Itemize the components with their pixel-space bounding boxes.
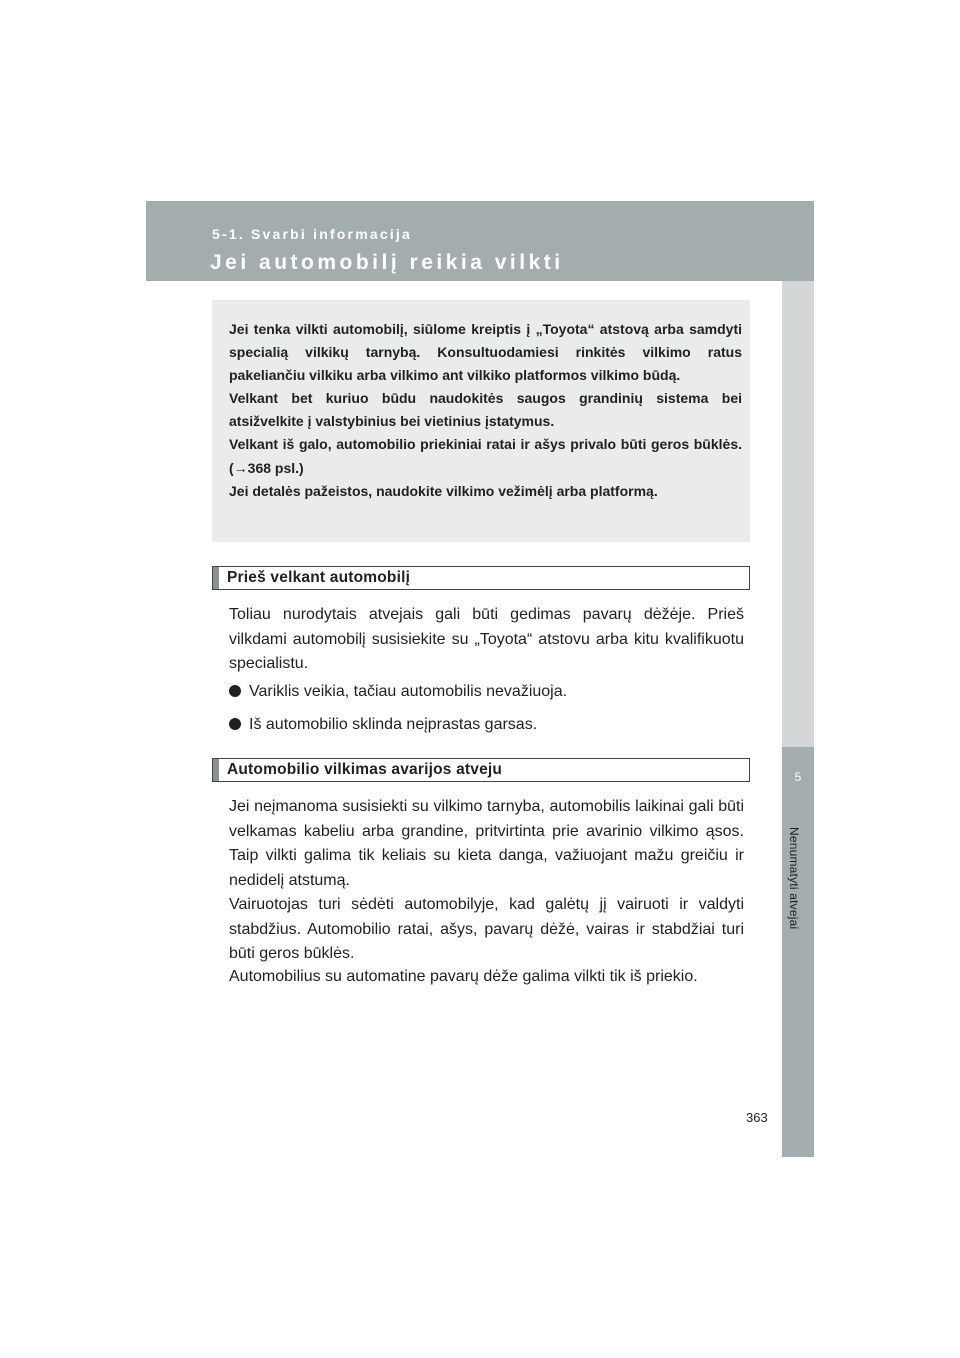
paragraph-text: Toliau nurodytais atvejais gali būti gedimas pavarų dėžėje. Prieš vilkdami automobilį susisiekite su „Toyota“ atstovu arba kitu kvalifikuotu specialistu. bbox=[229, 606, 744, 672]
section-heading-emergency-towing bbox=[212, 758, 750, 782]
intro-paragraph: Jei tenka vilkti automobilį, siūlome kreiptis į „Toyota“ atstovą arba samdyti specialią vilkikų tarnybą. Konsultuodamiesi rinkitės vilkimo ratus pakeliančiu vilkiku arba vilkimo ant vilkiko platformos vilkimo būdą. bbox=[229, 321, 742, 384]
chapter-name: Nenumatyti atvejai bbox=[787, 827, 801, 930]
paragraph-text: Automobilius su automatine pavarų dėže galima vilkti tik iš priekio. bbox=[229, 968, 698, 985]
heading-bar bbox=[213, 567, 219, 589]
list-item-text: Iš automobilio sklinda neįprastas garsas. bbox=[249, 716, 538, 733]
list-item-text: Variklis veikia, tačiau automobilis nevažiuoja. bbox=[249, 683, 568, 700]
page-title: Jei automobilį reikia vilkti bbox=[210, 251, 564, 274]
section-heading-label: Prieš velkant automobilį bbox=[227, 569, 411, 586]
section-paragraph bbox=[229, 603, 744, 677]
section-label: 5-1. Svarbi informacija bbox=[212, 226, 412, 242]
bullet-icon bbox=[229, 685, 241, 697]
intro-paragraph: Jei detalės pažeistos, naudokite vilkimo vežimėlį arba platformą. bbox=[229, 482, 658, 499]
intro-text bbox=[229, 318, 742, 503]
chapter-tab bbox=[782, 747, 814, 1157]
list-item bbox=[229, 680, 567, 704]
intro-paragraph: Velkant iš galo, automobilio priekiniai ratai ir ašys privalo būti geros būklės. (→368 psl.) bbox=[229, 436, 742, 476]
page-number: 363 bbox=[746, 1110, 768, 1125]
bullet-icon bbox=[229, 718, 241, 730]
section-paragraph bbox=[229, 965, 744, 990]
chapter-number: 5 bbox=[794, 770, 802, 784]
list-item bbox=[229, 713, 537, 737]
paragraph-text: Jei neįmanoma susisiekti su vilkimo tarnyba, automobilis laikinai gali būti velkamas kabeliu arba grandine, pritvirtinta prie avarinio vilkimo ąsos. Taip vilkti galima tik keliais su kieta danga, važiuojant mažu greičiu ir nedidelį atstumą. bbox=[229, 798, 744, 889]
section-heading-before-towing bbox=[212, 566, 750, 590]
heading-bar bbox=[213, 759, 219, 781]
intro-paragraph: Velkant bet kuriuo būdu naudokitės saugos grandinių sistema bei atsižvelkite į valstybinius bei vietinius įstatymus. bbox=[229, 390, 742, 430]
section-paragraph bbox=[229, 795, 744, 967]
section-heading-label: Automobilio vilkimas avarijos atveju bbox=[227, 761, 503, 778]
paragraph-text: Vairuotojas turi sėdėti automobilyje, kad galėtų jį vairuoti ir valdyti stabdžius. Automobilio ratai, ašys, pavarų dėžė, vairas ir stabdžiai turi būti geros būklės. bbox=[229, 896, 744, 962]
